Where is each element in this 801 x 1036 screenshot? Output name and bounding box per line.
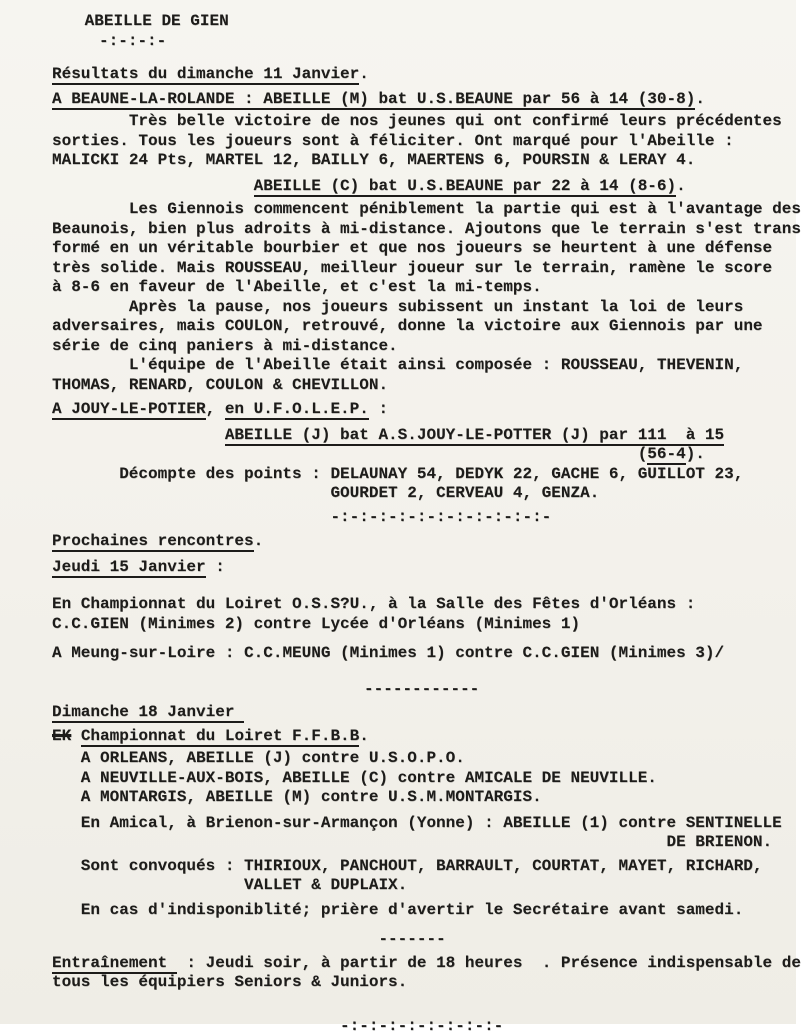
dash-separator-small: ------- <box>52 930 796 950</box>
points-breakdown-line1: Décompte des points : DELAUNAY 54, DEDYK 22, GACHE 6, GUILLOT 23, <box>52 465 796 485</box>
sunday-heading <box>52 703 796 723</box>
match2-headline <box>52 177 796 197</box>
results-heading-period: . <box>359 65 369 83</box>
match1-headline <box>52 90 796 110</box>
sunday-heading-text: Dimanche 18 Janvier <box>52 703 244 723</box>
paragraph-line: L'équipe de l'Abeille était ainsi composée : ROUSSEAU, THEVENIN, <box>52 356 796 376</box>
score-close-paren: ). <box>686 445 705 463</box>
jouy-colon: : <box>369 400 388 418</box>
paragraph-line: Très belle victoire de nos jeunes qui ont confirmé leurs précédentes <box>52 112 796 132</box>
friendly-match-line2: DE BRIENON. <box>52 833 796 853</box>
meung-fixture-line: A Meung-sur-Loire : C.C.MEUNG (Minimes 1) contre C.C.GIEN (Minimes 3)/ <box>52 644 796 664</box>
unavailability-note: En cas d'indisponiblité; prière d'avertir le Secrétaire avant samedi. <box>52 901 796 921</box>
called-players-line1: Sont convoqués : THIRIOUX, PANCHOUT, BARRAULT, COURTAT, MAYET, RICHARD, <box>52 857 796 877</box>
paragraph-line: Après la pause, nos joueurs subissent un instant la loi de leurs <box>52 298 796 318</box>
upcoming-heading-period: . <box>254 532 264 550</box>
match3-headline-text: ABEILLE (J) bat A.S.JOUY-LE-POTTER (J) par 111 à 15 <box>225 426 724 446</box>
club-title: ABEILLE DE GIEN <box>52 12 796 32</box>
upcoming-heading <box>52 532 796 552</box>
jouy-separator-text: , <box>206 400 225 418</box>
training-line1 <box>52 954 796 974</box>
ossu-fixture-line2: C.C.GIEN (Minimes 2) contre Lycée d'Orléans (Minimes 1) <box>52 615 796 635</box>
paragraph-line: adversaires, mais COULON, retrouvé, donne la victoire aux Giennois par une <box>52 317 796 337</box>
match2-report <box>52 200 796 395</box>
paragraph-line: formé en un véritable bourbier et que nos joueurs se heurtent à une défense <box>52 239 796 259</box>
results-heading-text: Résultats du dimanche 11 Janvier <box>52 65 359 85</box>
score-open-paren: ( <box>638 445 648 463</box>
struck-out-chars: EK <box>52 727 71 745</box>
fixture-line: A MONTARGIS, ABEILLE (M) contre U.S.M.MONTARGIS. <box>52 788 796 808</box>
match1-headline-period: . <box>695 90 705 108</box>
match3-headline <box>52 426 796 446</box>
ossu-fixture-line1: En Championnat du Loiret O.S.S?U., à la Salle des Fêtes d'Orléans : <box>52 595 796 615</box>
paragraph-line: à 8-6 en faveur de l'Abeille, et c'est la mi-temps. <box>52 278 796 298</box>
title-ornament: -:-:-:- <box>52 32 796 52</box>
dash-separator: ------------ <box>52 680 796 700</box>
halftime-score-text: 56-4 <box>647 445 685 465</box>
fixture-line: A ORLEANS, ABEILLE (J) contre U.S.O.P.O. <box>52 749 796 769</box>
ffbb-subheading-text: Championnat du Loiret F.F.B.B <box>81 727 359 747</box>
jouy-heading <box>52 400 796 420</box>
sunday-fixtures <box>52 749 796 808</box>
match1-report <box>52 112 796 171</box>
training-label: Entraînement <box>52 954 177 974</box>
match2-headline-text: ABEILLE (C) bat U.S.BEAUNE par 22 à 14 (8-6) <box>254 177 676 197</box>
thursday-date-text: Jeudi 15 Janvier <box>52 558 206 578</box>
paragraph-line: MALICKI 24 Pts, MARTEL 12, BAILLY 6, MAERTENS 6, POURSIN & LERAY 4. <box>52 151 796 171</box>
match3-halftime-score <box>52 445 796 465</box>
training-details: : Jeudi soir, à partir de 18 heures . Présence indispensable de <box>177 954 801 972</box>
fixture-line: A NEUVILLE-AUX-BOIS, ABEILLE (C) contre AMICALE DE NEUVILLE. <box>52 769 796 789</box>
jouy-league-text: en U.F.O.L.E.P. <box>225 400 369 420</box>
paragraph-line: très solide. Mais ROUSSEAU, meilleur joueur sur le terrain, ramène le score <box>52 259 796 279</box>
footer-ornament: -:-:-:-:-:-:-:-:- <box>52 1017 796 1036</box>
thursday-subheading <box>52 558 796 578</box>
match2-headline-period: . <box>676 177 686 195</box>
ffbb-period: . <box>359 727 369 745</box>
section-separator: -:-:-:-:-:-:-:-:-:-:-:- <box>52 508 796 528</box>
paragraph-line: Beaunois, bien plus adroits à mi-distance. Ajoutons que le terrain s'est trans <box>52 220 796 240</box>
paragraph-line: sorties. Tous les joueurs sont à féliciter. Ont marqué pour l'Abeille : <box>52 132 796 152</box>
results-heading <box>52 65 796 85</box>
ffbb-space <box>71 727 81 745</box>
paragraph-line: THOMAS, RENARD, COULON & CHEVILLON. <box>52 376 796 396</box>
friendly-match-line1: En Amical, à Brienon-sur-Armançon (Yonne) : ABEILLE (1) contre SENTINELLE <box>52 814 796 834</box>
ffbb-subheading <box>52 727 796 747</box>
called-players-line2: VALLET & DUPLAIX. <box>52 876 796 896</box>
training-line2: tous les équipiers Seniors & Juniors. <box>52 973 796 993</box>
jouy-place-text: A JOUY-LE-POTIER <box>52 400 206 420</box>
upcoming-heading-text: Prochaines rencontres <box>52 532 254 552</box>
match1-headline-text: A BEAUNE-LA-ROLANDE : ABEILLE (M) bat U.S.BEAUNE par 56 à 14 (30-8) <box>52 90 695 110</box>
paragraph-line: série de cinq paniers à mi-distance. <box>52 337 796 357</box>
points-breakdown-line2: GOURDET 2, CERVEAU 4, GENZA. <box>52 484 796 504</box>
thursday-colon: : <box>206 558 225 576</box>
paragraph-line: Les Giennois commencent péniblement la partie qui est à l'avantage des <box>52 200 796 220</box>
